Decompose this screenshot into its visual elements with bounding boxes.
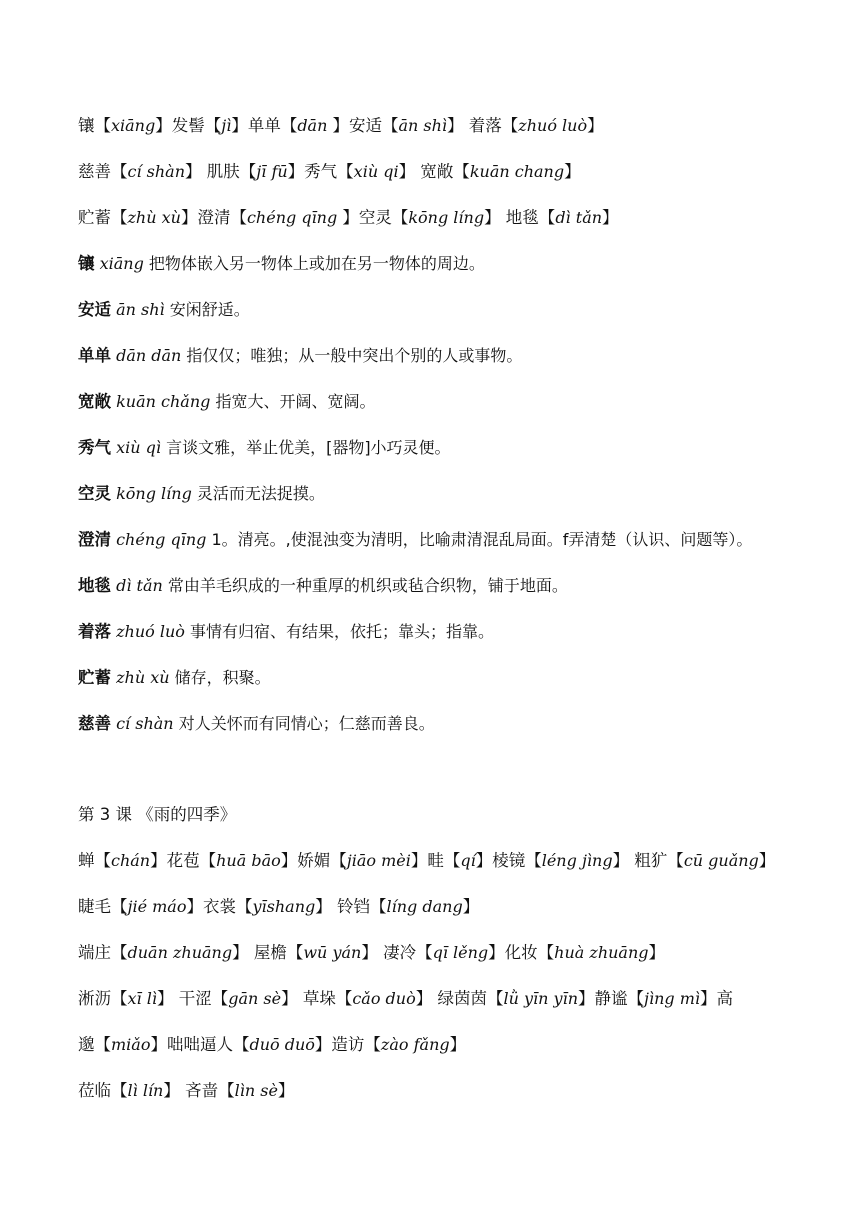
pinyin: duō duō xyxy=(249,1035,315,1054)
definition-word: 空灵 xyxy=(78,484,111,503)
vocab-text: 】秀气【 xyxy=(287,162,354,181)
pinyin: lì lín xyxy=(127,1081,164,1100)
vocab-line xyxy=(78,896,830,918)
pinyin: qī lěng xyxy=(432,943,489,962)
vocab-text: 】静谧【 xyxy=(578,989,644,1008)
pinyin: huà zhuāng xyxy=(554,943,649,962)
vocab-text: 】澄清【 xyxy=(180,208,247,227)
definition-word: 单单 xyxy=(78,346,111,365)
pinyin: dì tǎn xyxy=(555,208,603,227)
vocab-text: 】衣裳【 xyxy=(186,897,253,916)
definition-entry xyxy=(78,253,830,275)
pinyin: líng dang xyxy=(386,897,463,916)
pinyin: zào fǎng xyxy=(380,1035,450,1054)
vocab-text: 】花苞【 xyxy=(150,851,217,870)
vocab-line xyxy=(78,1034,830,1056)
vocab-line xyxy=(78,161,830,183)
definition-meaning: 指仅仅；唯独；从一般中突出个别的人或事物。 xyxy=(181,346,523,365)
definition-pinyin: xiù qì xyxy=(111,438,161,457)
vocab-text: 】单单【 xyxy=(231,116,298,135)
pinyin: huā bāo xyxy=(216,851,281,870)
pinyin: cí shàn xyxy=(127,162,186,181)
pinyin: léng jìng xyxy=(541,851,613,870)
definition-entry xyxy=(78,299,830,321)
vocab-line xyxy=(78,115,830,137)
vocab-text: 】 着落【 xyxy=(447,116,519,135)
pinyin: wū yán xyxy=(303,943,362,962)
pinyin: jì xyxy=(221,116,232,135)
vocab-text: 】 草垛【 xyxy=(281,989,353,1008)
pinyin: yīshang xyxy=(252,897,316,916)
vocab-line xyxy=(78,1080,830,1102)
pinyin: lǜ yīn yīn xyxy=(503,989,578,1008)
pinyin: xiāng xyxy=(111,116,156,135)
definition-entry xyxy=(78,621,830,643)
definition-meaning: 1。清亮。,使混浊变为清明，比喻肃清混乱局面。f弄清楚（认识、问题等）。 xyxy=(211,530,753,549)
definition-word: 澄清 xyxy=(78,530,111,549)
vocab-text: 】造访【 xyxy=(314,1035,381,1054)
pinyin: jié máo xyxy=(127,897,187,916)
definition-pinyin: kōng líng xyxy=(111,484,192,503)
definition-pinyin: zhù xù xyxy=(111,668,170,687)
definition-pinyin: dān dān xyxy=(111,346,182,365)
pinyin: cū guǎng xyxy=(683,851,759,870)
vocab-text: 】畦【 xyxy=(410,851,461,870)
pinyin: chán xyxy=(111,851,151,870)
vocab-line xyxy=(78,942,830,964)
definition-word: 慈善 xyxy=(78,714,111,733)
vocab-text: 】 xyxy=(564,162,581,181)
vocab-text: 蝉【 xyxy=(78,851,111,870)
vocab-text: 】 xyxy=(277,1081,295,1100)
pinyin: zhuó luò xyxy=(518,116,588,135)
vocab-text: 】 肌肤【 xyxy=(185,162,257,181)
definition-entry xyxy=(78,391,830,413)
vocab-text: 】 粗犷【 xyxy=(612,851,684,870)
vocab-text: 】 xyxy=(758,851,776,870)
definition-meaning: 事情有归宿、有结果，依托；靠头；指靠。 xyxy=(184,622,494,641)
definition-entry xyxy=(78,713,830,735)
definition-entry xyxy=(78,575,830,597)
definition-word: 宽敞 xyxy=(78,392,111,411)
vocab-text: 】空灵【 xyxy=(342,208,409,227)
definition-word: 地毯 xyxy=(78,576,111,595)
pinyin: kōng líng xyxy=(408,208,485,227)
definition-meaning: 把物体嵌入另一物体上或加在另一物体的周边。 xyxy=(143,254,485,273)
pinyin: lìn sè xyxy=(234,1081,278,1100)
pinyin: miǎo xyxy=(111,1035,151,1054)
vocab-text: 】 xyxy=(648,943,666,962)
pinyin: dān xyxy=(297,116,333,135)
pinyin: gān sè xyxy=(228,989,282,1008)
pinyin: chéng qīng xyxy=(246,208,343,227)
vocab-text: 莅临【 xyxy=(78,1081,128,1100)
pinyin: kuān chang xyxy=(469,162,565,181)
definition-word: 着落 xyxy=(78,622,111,641)
definition-word: 秀气 xyxy=(78,438,111,457)
pinyin: qí xyxy=(460,851,476,870)
definition-pinyin: dì tǎn xyxy=(111,576,163,595)
vocab-text: 】化妆【 xyxy=(488,943,555,962)
vocab-text: 贮蓄【 xyxy=(78,208,128,227)
vocab-text: 镶【 xyxy=(78,116,111,135)
definition-pinyin: ān shì xyxy=(111,300,165,319)
vocab-text: 端庄【 xyxy=(78,943,128,962)
pinyin: jiāo mèi xyxy=(346,851,411,870)
pinyin: ān shì xyxy=(398,116,448,135)
pinyin: cǎo duò xyxy=(352,989,416,1008)
definition-entry xyxy=(78,529,830,551)
pinyin: zhù xù xyxy=(127,208,181,227)
vocab-line xyxy=(78,988,830,1010)
vocab-text: 慈善【 xyxy=(78,162,128,181)
pinyin: xī lì xyxy=(127,989,157,1008)
vocab-line xyxy=(78,850,830,872)
vocab-text: 】 绿茵茵【 xyxy=(415,989,504,1008)
vocab-text: 】棱镜【 xyxy=(475,851,542,870)
definition-entry xyxy=(78,345,830,367)
definition-meaning: 对人关怀而有同情心；仁慈而善良。 xyxy=(173,714,435,733)
vocab-text: 】 xyxy=(449,1035,467,1054)
definition-word: 安适 xyxy=(78,300,111,319)
vocab-text: 】娇媚【 xyxy=(280,851,347,870)
vocab-text: 】 干涩【 xyxy=(156,989,229,1008)
vocab-text: 】 宽敞【 xyxy=(398,162,470,181)
vocab-line xyxy=(78,207,830,229)
definition-pinyin: xiāng xyxy=(94,254,144,273)
vocab-text: 】高 xyxy=(700,989,733,1008)
definition-pinyin: chéng qīng xyxy=(111,530,212,549)
definition-pinyin: cí shàn xyxy=(111,714,174,733)
definition-pinyin: zhuó luò xyxy=(111,622,185,641)
lesson-title: 第 3 课 《雨的四季》 xyxy=(78,805,237,824)
vocab-text: 】 xyxy=(462,897,480,916)
pinyin: xiù qi xyxy=(353,162,399,181)
definition-entry xyxy=(78,483,830,505)
definition-meaning: 安闲舒适。 xyxy=(164,300,250,319)
vocab-text: 】 地毯【 xyxy=(484,208,556,227)
definition-meaning: 言谈文雅，举止优美，[器物]小巧灵便。 xyxy=(160,438,451,457)
vocab-text: 邈【 xyxy=(78,1035,111,1054)
definition-entry xyxy=(78,437,830,459)
definition-pinyin: kuān chǎng xyxy=(111,392,211,411)
definition-meaning: 储存，积聚。 xyxy=(169,668,271,687)
vocab-text: 】咄咄逼人【 xyxy=(150,1035,250,1054)
vocab-text: 】 凄冷【 xyxy=(361,943,433,962)
definition-meaning: 灵活而无法捉摸。 xyxy=(191,484,325,503)
definition-meaning: 指宽大、开阔、宽阔。 xyxy=(210,392,376,411)
vocab-text: 】 吝啬【 xyxy=(163,1081,235,1100)
vocab-text: 】 xyxy=(587,116,604,135)
vocab-text: 淅沥【 xyxy=(78,989,128,1008)
definition-meaning: 常由羊毛织成的一种重厚的机织或毡合织物，铺于地面。 xyxy=(162,576,568,595)
definition-entry xyxy=(78,667,830,689)
pinyin: duān zhuāng xyxy=(127,943,233,962)
definition-word: 贮蓄 xyxy=(78,668,111,687)
vocab-text: 】安适【 xyxy=(332,116,399,135)
pinyin: jìng mì xyxy=(644,989,700,1008)
vocab-text: 睫毛【 xyxy=(78,897,128,916)
pinyin: jī fū xyxy=(256,162,288,181)
vocab-text: 】 xyxy=(602,208,619,227)
definition-word: 镶 xyxy=(78,254,95,273)
vocab-text: 】发髻【 xyxy=(155,116,222,135)
vocab-text: 】 屋檐【 xyxy=(232,943,304,962)
vocab-text: 】 铃铛【 xyxy=(315,897,387,916)
